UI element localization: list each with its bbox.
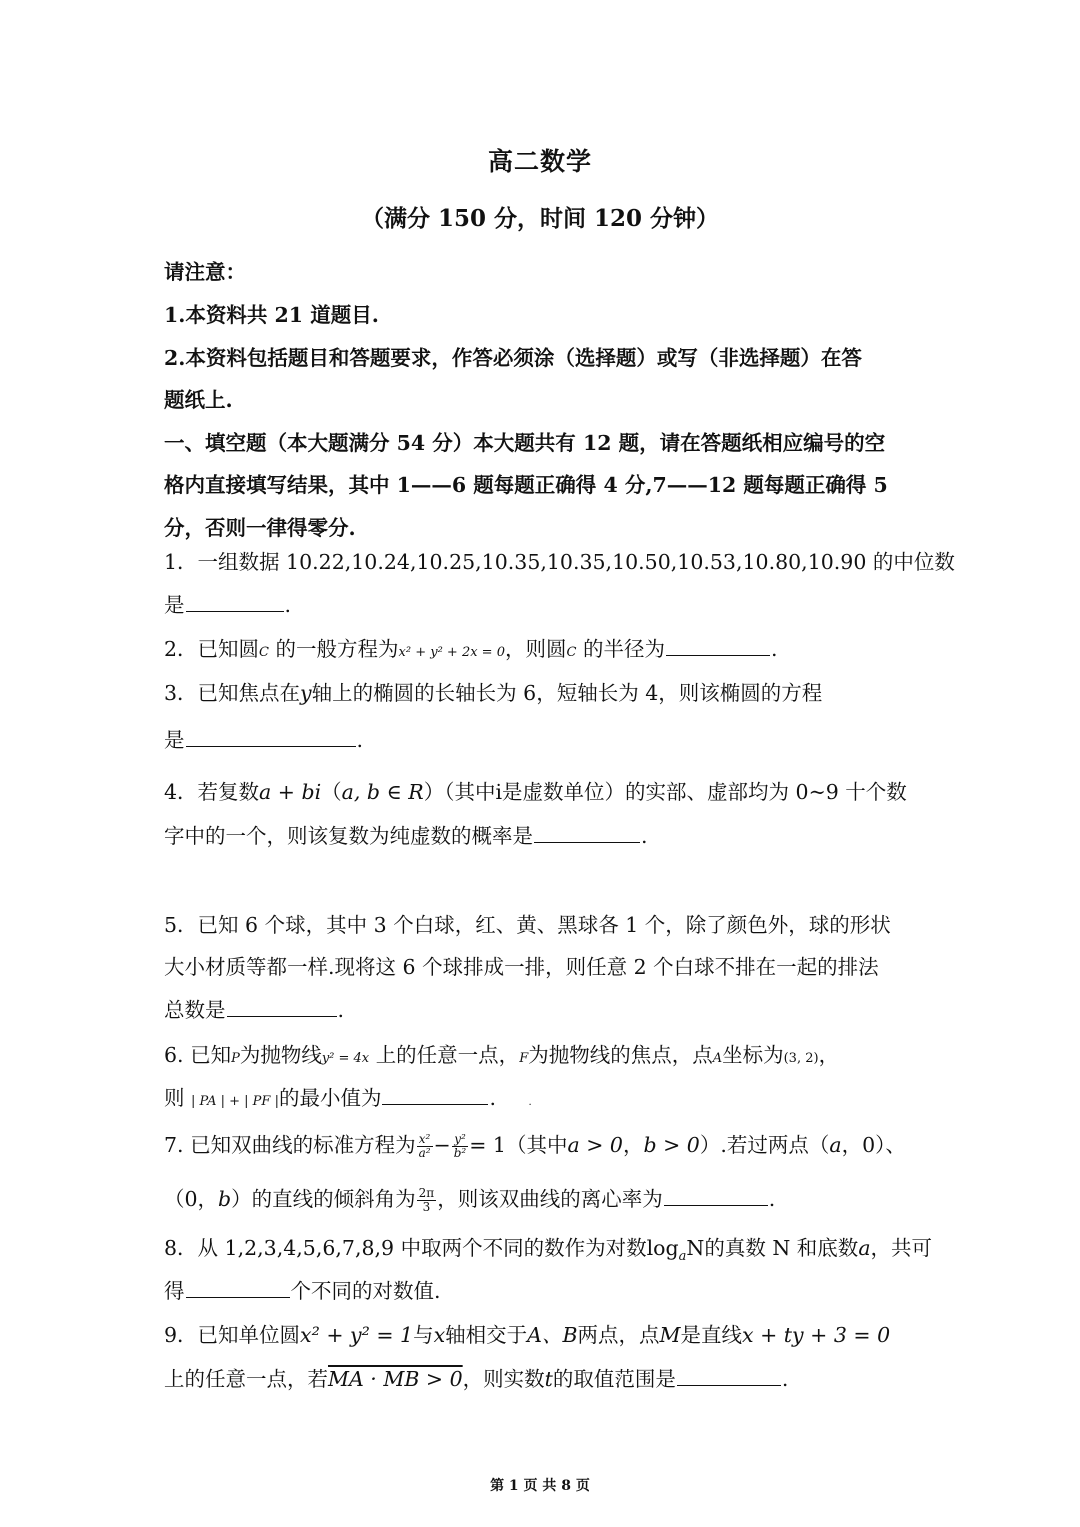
q9-line-2: 上的任意一点，若MA · MB > 0，则实数t的取值范围是 .	[164, 1367, 789, 1391]
q7-line-2: （0，b）的直线的倾斜角为 $\frac{2\pi}{3}$ ，则该双曲线的离心率为 .	[164, 1186, 776, 1214]
q9-answer-blank	[677, 1365, 781, 1386]
q8-line-2: 得 个不同的对数值.	[164, 1279, 441, 1303]
q3-line-1: 3．已知焦点在y轴上的椭圆的长轴长为 6，短轴长为 4，则该椭圆的方程	[164, 681, 823, 705]
q9-line-1: 9．已知单位圆x² + y² = 1与x轴相交于A、B两点，点M是直线x + ty + 3 = 0	[164, 1323, 891, 1347]
q6-line-2: 则 | PA | + | PF |的最小值为 . .	[164, 1086, 532, 1110]
q5-line-1: 5．已知 6 个球，其中 3 个白球，红、黄、黑球各 1 个，除了颜色外，球的形状	[164, 913, 891, 937]
q4-answer-blank	[534, 822, 640, 843]
q3-answer-blank	[186, 726, 356, 747]
q7-answer-blank	[664, 1185, 768, 1206]
section1-line-3: 分，否则一律得零分.	[164, 516, 356, 540]
q3-line-2: 是 .	[164, 728, 364, 752]
notice-item-2-line-1: 2.本资料包括题目和答题要求，作答必须涂（选择题）或写（非选择题）在答	[164, 346, 862, 370]
q6-line-1: 6. 已知P为抛物线y² = 4x 上的任意一点，F为抛物线的焦点，点A坐标为(3, 2)，	[164, 1043, 840, 1067]
section1-line-2: 格内直接填写结果，其中 1——6 题每题正确得 4 分,7——12 题每题正确得 5	[164, 473, 888, 497]
q2-answer-blank	[666, 635, 770, 656]
page-title: 高二数学	[487, 147, 592, 176]
page-footer: 第 1 页 共 8 页	[490, 1478, 590, 1494]
q2-line: 2．已知圆C 的一般方程为x² + y² + 2x = 0，则圆C 的半径为 .	[164, 637, 778, 661]
q1-line-2: 是 .	[164, 593, 292, 617]
q4-line-1: 4．若复数a + bi（a, b ∈ R）（其中i是虚数单位）的实部、虚部均为 0~9 十个数	[164, 780, 907, 804]
page-subtitle: （满分 150 分，时间 120 分钟）	[360, 205, 720, 232]
q4-line-2: 字中的一个，则该复数为纯虚数的概率是 .	[164, 824, 648, 848]
q5-answer-blank	[227, 996, 337, 1017]
q6-answer-blank	[382, 1084, 488, 1105]
q8-answer-blank	[186, 1277, 290, 1298]
q8-line-1: 8．从 1,2,3,4,5,6,7,8,9 中取两个不同的数作为对数$\log_aN$的真数 N 和底数a，共可	[164, 1236, 933, 1265]
q1-answer-blank	[186, 591, 284, 612]
notice-heading: 请注意：	[164, 260, 246, 284]
notice-item-1: 1.本资料共 21 道题目.	[164, 303, 379, 327]
notice-item-2-line-2: 题纸上.	[164, 388, 233, 412]
q5-line-2: 大小材质等都一样.现将这 6 个球排成一排，则任意 2 个白球不排在一起的排法	[164, 955, 879, 979]
q7-line-1: 7. 已知双曲线的标准方程为 $\frac{\text{x²}}{\text{a²}}$ − $\frac{\text{y²}}{\text{b²}}$ = 1（其中a > 0，b > 0）.若过两点（a，0）、	[164, 1132, 906, 1160]
q1-line-1: 1．一组数据 10.22,10.24,10.25,10.35,10.35,10.50,10.53,10.80,10.90 的中位数	[164, 550, 955, 574]
section1-line-1: 一、填空题（本大题满分 54 分）本大题共有 12 题，请在答题纸相应编号的空	[164, 431, 886, 455]
q5-line-3: 总数是 .	[164, 998, 345, 1022]
